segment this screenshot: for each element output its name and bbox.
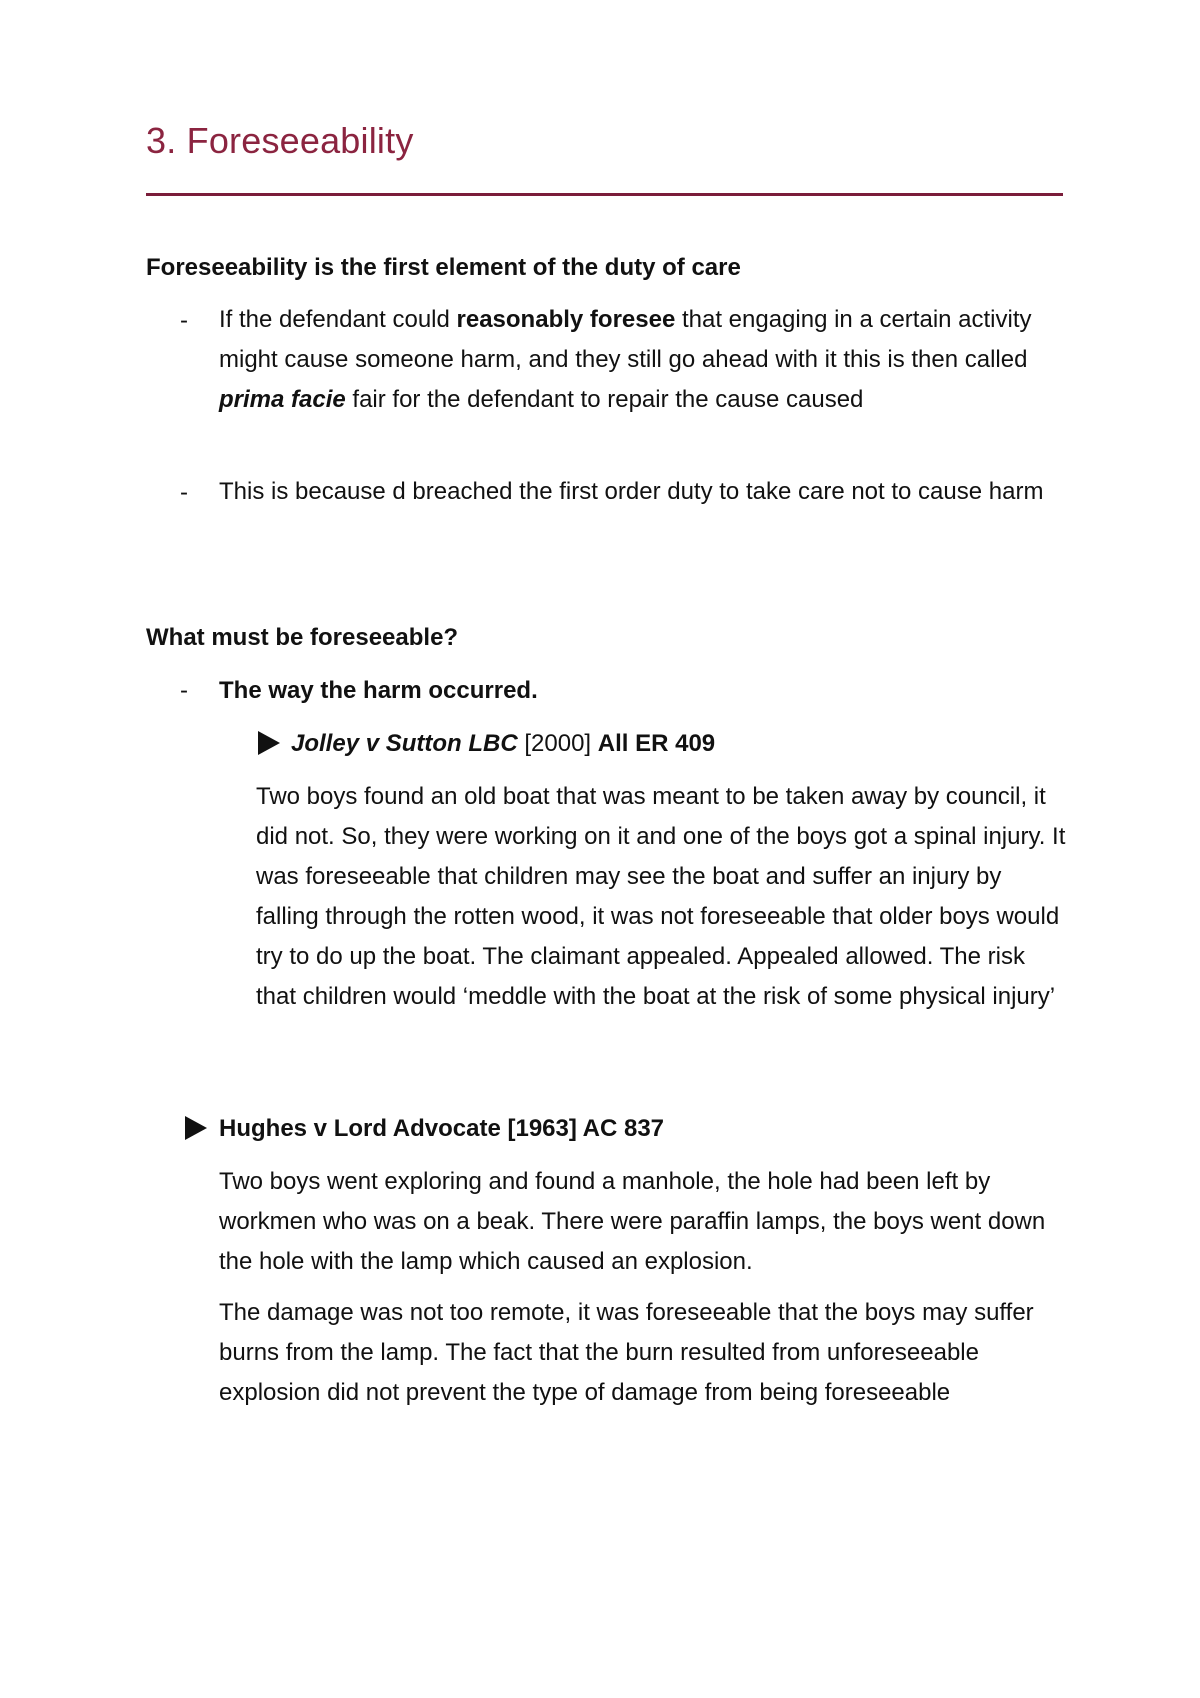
case-citation: All ER 409 (597, 730, 716, 757)
title-divider (146, 193, 1063, 196)
section-heading-foreseeability: Foreseeability is the first element of the duty of care (146, 254, 741, 281)
triangle-arrow-icon (258, 731, 280, 755)
bullet-text: If the defendant could (219, 306, 457, 333)
case-name: Jolley v Sutton LBC (291, 730, 518, 757)
bullet-way-harm-occurred: The way the harm occurred. (219, 677, 538, 704)
bullet-reasonably-foresee (219, 300, 1069, 420)
section-heading-what-must-be-foreseeable: What must be foreseeable? (146, 624, 459, 651)
page-title: 3. Foreseeability (146, 120, 414, 161)
case-summary-hughes-holding: The damage was not too remote, it was foreseeable that the boys may suffer burns from the lamp. The fact that the burn resulted from unforeseeable explosion did not prevent the type of damage from being foreseeable (219, 1299, 1034, 1406)
bullet-marker: - (180, 307, 188, 334)
bullet-text: that engaging in a certain activity might cause someone harm, and they still go ahead with it this is then called (219, 306, 1032, 373)
bullet-text: fair for the defendant to repair the cause caused (345, 386, 864, 413)
case-summary-hughes-facts: Two boys went exploring and found a manhole, the hole had been left by workmen who was on a beak. There were paraffin lamps, the boys went down the hole with the lamp which caused an explosion. (219, 1168, 1046, 1275)
case-summary-jolley: Two boys found an old boat that was meant to be taken away by council, it did not. So, they were working on it and one of the boys got a spinal injury. It was foreseeable that children may see the boat and suffer an injury by falling through the rotten wood, it was not foreseeable that older boys would try to do up the boat. The claimant appealed. Appealed allowed. The risk that children would ‘meddle with the boat at the risk of some physical injury’ (256, 783, 1066, 1010)
bold-phrase: reasonably foresee (456, 306, 676, 333)
case-heading-jolley (291, 730, 715, 758)
bullet-marker: - (180, 479, 188, 506)
bullet-first-order-duty: This is because d breached the first order duty to take care not to cause harm (219, 478, 1044, 505)
bullet-marker: - (180, 677, 188, 704)
bold-italic-phrase: prima facie (219, 386, 346, 413)
case-year: [2000] (517, 730, 598, 757)
case-heading-hughes: Hughes v Lord Advocate [1963] AC 837 (219, 1115, 665, 1142)
triangle-arrow-icon (185, 1116, 207, 1140)
